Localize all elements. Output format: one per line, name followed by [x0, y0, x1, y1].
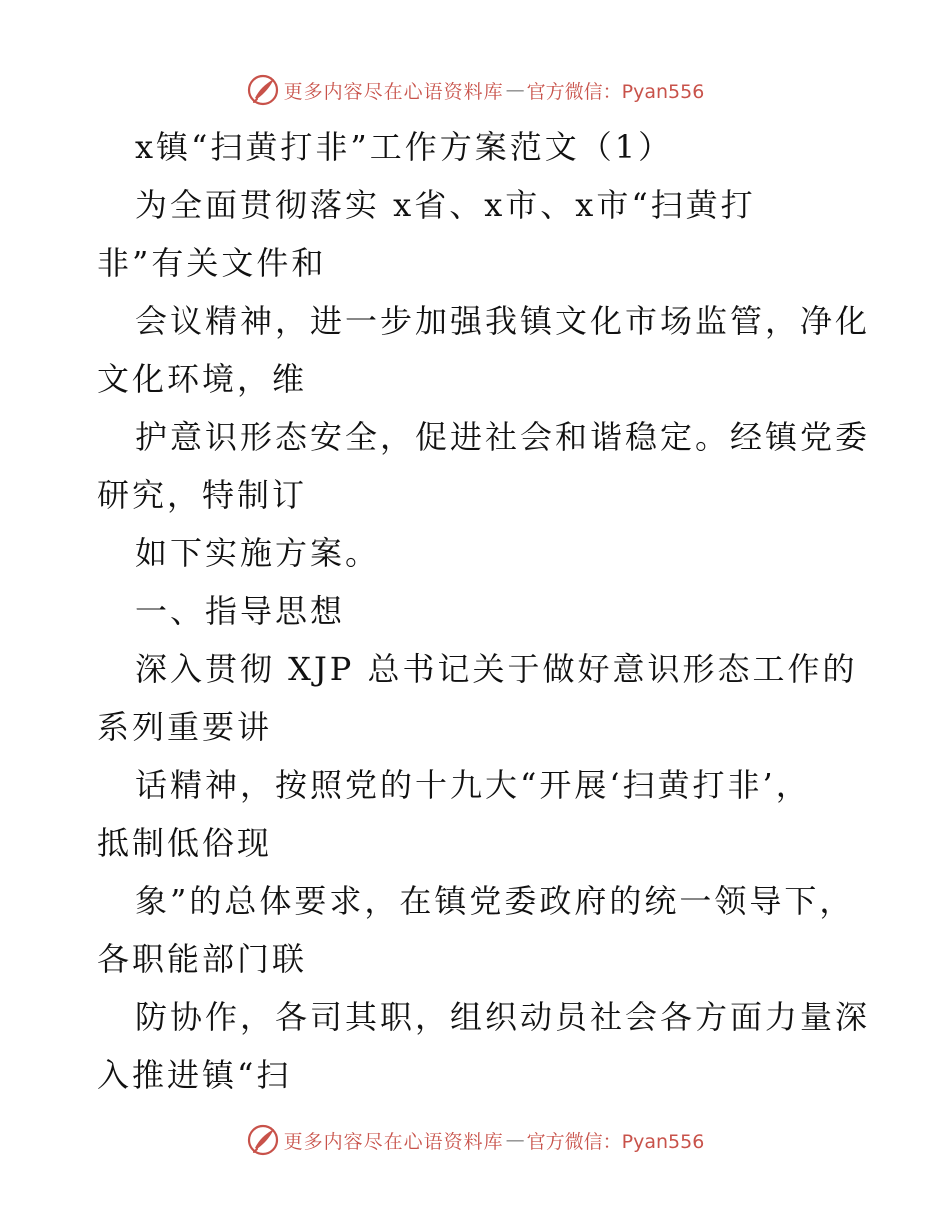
banner-text: 更多内容尽在心语资料库	[283, 80, 504, 103]
text-line: 为全面贯彻落实 x省、x市、x市“扫黄打	[135, 186, 756, 224]
text-line: 话精神，按照党的十九大“开展‘扫黄打非’，	[135, 766, 811, 804]
banner-wechat: 官方微信：Pyan556	[526, 80, 705, 103]
text-line: 如下实施方案。	[135, 534, 381, 572]
banner-separator: —	[505, 79, 525, 101]
text-line: 象”的总体要求，在镇党委政府的统一领导下，	[135, 882, 855, 920]
text-line: 深入贯彻 XJP 总书记关于做好意识形态工作的	[135, 650, 858, 688]
quill-pen-logo-icon	[246, 73, 280, 107]
text-line: 抵制低俗现	[97, 824, 273, 862]
header-banner	[0, 70, 950, 110]
document-body	[97, 118, 871, 1104]
text-line: x镇“扫黄打非”工作方案范文（1）	[135, 128, 674, 166]
text-line: 非”有关文件和	[97, 244, 327, 282]
text-line: 防协作，各司其职，组织动员社会各方面力量深	[135, 998, 871, 1036]
banner-separator: —	[505, 1129, 525, 1151]
text-line: 会议精神，进一步加强我镇文化市场监管，净化	[135, 302, 871, 340]
text-line: 各职能部门联	[97, 940, 308, 978]
text-line: 研究，特制订	[97, 476, 308, 514]
text-line: 文化环境，维	[97, 360, 308, 398]
text-line: 系列重要讲	[97, 708, 273, 746]
banner-text: 更多内容尽在心语资料库	[283, 1130, 504, 1153]
text-line: 一、指导思想	[135, 592, 346, 630]
banner-wechat: 官方微信：Pyan556	[526, 1130, 705, 1153]
text-line: 入推进镇“扫	[97, 1056, 292, 1094]
footer-banner	[0, 1120, 950, 1160]
quill-pen-logo-icon	[246, 1123, 280, 1157]
text-line: 护意识形态安全，促进社会和谐稳定。经镇党委	[135, 418, 871, 456]
